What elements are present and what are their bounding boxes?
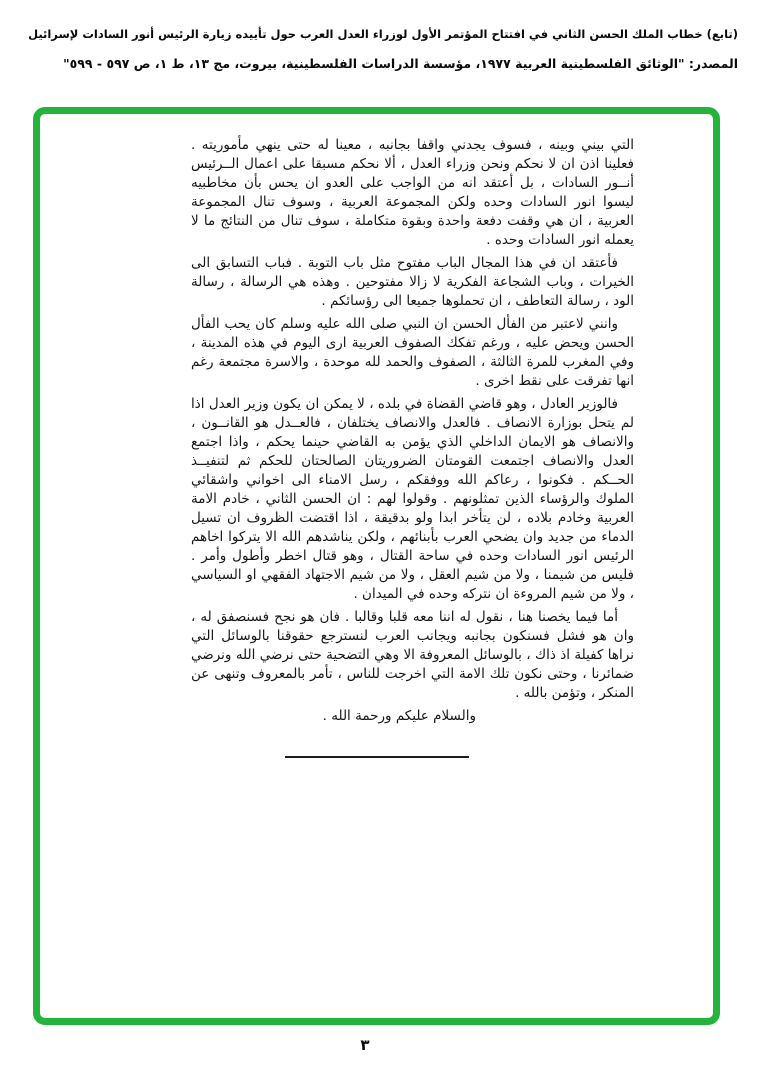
- body-paragraph-4: فالوزير العادل ، وهو قاضي القضاة في بلده ، لا يمكن ان يكون وزير العدل اذا لم يتحل بوزارة الانصاف . فالعدل والانصاف يختلفان ، فالعــدل هو القانــون ، والانصاف هو الايمان الداخلي الذي يؤمن به القاضي حينما يحكم ، واذا اجتمع العدل والانصاف اجتمعت القومتان الضروريتان الصالحتان للحكم ثم لتنفيــذ الحــكم . فكونوا ، رعاكم الله ووفقكم ، رسل الامناء الى اخواني واشقائي الملوك والرؤساء الذين تمثلونهم . وقولوا لهم : ان الحسن الثاني ، خادم الامة العربية وخادم بلاده ، لن يتأخر ابدا ولو بدقيقة ، اذا اقتضت الظروف ان تسيل الدماء من جديد وان يضحي العرب بأبنائهم ، ولكن يناشدهم الله الا يتركوا اخاهم الرئيس انور السادات وحده في ساحة القتال ، وهو قتال اخطر وأطول وأمر . فليس من شيمنا ، ولا من شيم العقل ، ولا من شيم الاجتهاد الفقهي او السياسي ، ولا من شيم المروءة ان نتركه وحده في الميدان .: [191, 396, 634, 602]
- end-divider: [285, 756, 469, 758]
- document-header: [20, 24, 738, 72]
- document-title: (تابع) خطاب الملك الحسن الثاني في افتتاح المؤتمر الأول لوزراء العدل العرب حول تأييده زيارة الرئيس أنور السادات لإسرائيل: [28, 27, 738, 41]
- body-paragraph-2: فأعتقد ان في هذا المجال الباب مفتوح مثل باب التوبة . فباب التسابق الى الخيرات ، وباب الشجاعة الفكرية لا زالا مفتوحين . وهذه هي الرسالة ، رسالة الود ، رسالة التعاطف ، ان تحملوها جميعا الى رؤسائكم .: [191, 255, 634, 309]
- document-source-line: المصدر: "الوثائق الفلسطينية العربية ١٩٧٧، مؤسسة الدراسات الفلسطينية، بيروت، مج ١٣، ط ١، ص ٥٩٧ - ٥٩٩": [63, 56, 738, 71]
- body-paragraph-5: أما فيما يخصنا هنا ، نقول له اننا معه قلبا وقالبا . فان هو نجح فسنصفق له ، وان هو فشل فسنكون بجانبه ويجانب العرب لنسترجع حقوقنا بالوسائل التي نراها كفيلة اذ ذاك ، بالوسائل المعروفة الا وهي التضحية حتى نرضي الله ونرضي ضمائرنا ، وحتى نكون تلك الامة التي اخرجت للناس ، تأمر بالمعروف وتنهى عن المنكر ، وتؤمن بالله .: [191, 609, 634, 701]
- page-number: ٣: [360, 1036, 370, 1054]
- document-frame: [33, 107, 720, 1025]
- closing-salutation: والسلام عليكم ورحمة الله .: [322, 708, 476, 724]
- document-body: [191, 136, 634, 758]
- body-paragraph-1: التي بيني وبينه ، فسوف يجدني واقفا بجانبه ، معينا له حتى ينهي مأموريته . فعلينا اذن ان لا نحكم ونحن وزراء العدل ، ألا نحكم مسبقا على اعمال الــرئيس أنــور السادات ، بل أعتقد انه من الواجب على العدو ان يحس بأن مخاطبيه ليسوا انور السادات وحده ولكن المجموعة العربية ، وسوف تنال المجموعة العربية ، ان هي وقفت دفعة واحدة وبقوة متكاملة ، سوف تنال من النتائج ما لا يعمله انور السادات وحده .: [191, 137, 634, 248]
- body-paragraph-3: وانني لاعتبر من الفأل الحسن ان النبي صلى الله عليه وسلم كان يحب الفأل الحسن ويحض عليه ، ورغم تفكك الصفوف العربية ارى اليوم في هذه المدينة ، وفي المغرب للمرة الثالثة ، الصفوف والحمد لله موحدة ، والاسرة مجتمعة رغم انها تفرقت على نقط اخرى .: [191, 316, 634, 389]
